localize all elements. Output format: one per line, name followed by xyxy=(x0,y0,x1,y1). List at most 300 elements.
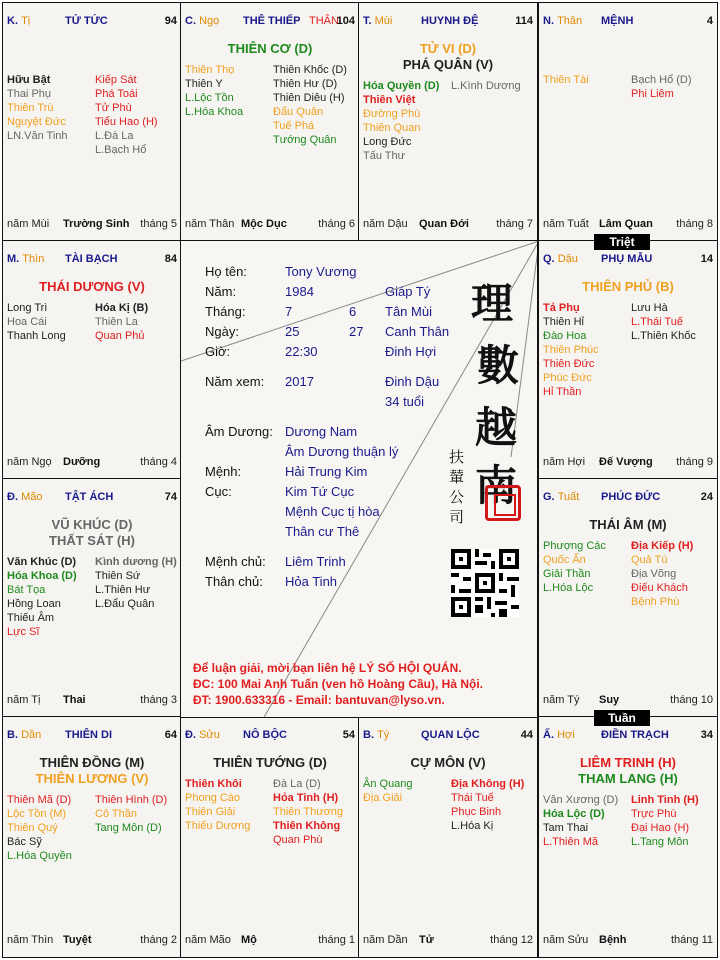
star-item: Thiên Quý xyxy=(7,822,58,834)
star-item: Hữu Bật xyxy=(7,74,51,86)
star-item: LN.Văn Tinh xyxy=(7,130,68,142)
star-item: Thiên Sứ xyxy=(95,570,141,582)
major-star: THIÊN LƯƠNG (V) xyxy=(35,771,149,786)
palace-position xyxy=(543,253,578,265)
star-item: Cô Thần xyxy=(95,808,137,820)
value-ngay: 25 xyxy=(285,324,300,339)
value-nam-xem-can: Đinh Dậu xyxy=(385,374,440,389)
palace-life-stage: Trường Sinh xyxy=(63,218,130,230)
star-item: Giải Thần xyxy=(543,568,591,580)
palace-year: năm Tuất xyxy=(543,218,589,230)
palace-footer xyxy=(7,456,177,470)
palace-prefix: T. xyxy=(363,15,372,27)
star-item: Kình dương (H) xyxy=(95,556,177,568)
value-ngay-am: 27 xyxy=(349,324,364,339)
small-calli-2: 輦 xyxy=(449,468,465,486)
palace-position xyxy=(363,729,389,741)
star-item: Địa Không (H) xyxy=(451,778,525,790)
star-column xyxy=(7,301,66,343)
palace-footer xyxy=(543,218,713,232)
palace-prefix: Ấ. xyxy=(543,729,554,741)
palace-thin xyxy=(2,240,182,480)
star-item: Quan Phù xyxy=(273,834,323,846)
palace-footer xyxy=(543,934,713,948)
star-item: Bạch Hổ (D) xyxy=(631,74,692,86)
major-star: THIÊN TƯỚNG (D) xyxy=(213,755,327,770)
palace-number: 104 xyxy=(336,15,355,27)
palace-prefix: Đ. xyxy=(185,729,196,741)
star-item: L.Tang Môn xyxy=(631,836,689,848)
palace-month: tháng 12 xyxy=(490,934,533,946)
value-am-duong-2: Âm Dương thuận lý xyxy=(285,444,399,459)
palace-prefix: Đ. xyxy=(7,491,18,503)
label-than-chu: Thân chủ: xyxy=(205,574,263,589)
star-item: Văn Khúc (D) xyxy=(7,556,77,568)
value-thang: 7 xyxy=(285,304,293,319)
major-star: THIÊN ĐỒNG (M) xyxy=(39,755,145,770)
palace-position xyxy=(363,15,392,27)
star-item: Thiên Việt xyxy=(363,94,416,106)
star-column xyxy=(543,793,618,849)
star-item: Thiên Hỉ xyxy=(543,316,584,328)
star-item: L.Đà La xyxy=(95,130,134,142)
major-star: VŨ KHÚC (D) xyxy=(51,517,133,532)
palace-prefix: C. xyxy=(185,15,196,27)
palace-name: THÊ THIẾP xyxy=(243,15,301,27)
palace-position xyxy=(543,15,582,27)
star-item: Hỏa Tinh (H) xyxy=(273,792,339,804)
value-ngay-can: Canh Thân xyxy=(385,324,450,339)
palace-branch: Thìn xyxy=(22,253,45,265)
star-item: Thiên Hình (D) xyxy=(95,794,168,806)
palace-year: năm Tý xyxy=(543,694,580,706)
value-gio: 22:30 xyxy=(285,344,318,359)
small-calli-4: 司 xyxy=(449,508,465,526)
star-item: Thiên Hư (D) xyxy=(273,78,338,90)
star-item: Đẩu Quân xyxy=(273,106,324,118)
palace-life-stage: Tử xyxy=(419,934,434,946)
red-seal-icon xyxy=(485,485,521,521)
palace-name: HUYNH ĐỆ xyxy=(421,15,479,27)
major-star: THAM LANG (H) xyxy=(578,771,678,786)
star-item: Lộc Tồn (M) xyxy=(7,808,67,820)
palace-month: tháng 8 xyxy=(676,218,713,230)
star-item: Thiếu Âm xyxy=(7,612,55,624)
calligraphy-char-1: 理 xyxy=(471,279,514,328)
palace-prefix: K. xyxy=(7,15,18,27)
palace-name: PHÚC ĐỨC xyxy=(601,491,661,503)
star-item: Thiên Tài xyxy=(543,74,589,86)
palace-position xyxy=(7,491,42,503)
value-nam-xem: 2017 xyxy=(285,374,314,389)
palace-branch: Dần xyxy=(21,729,42,741)
label-nam: Năm: xyxy=(205,284,237,299)
star-item: Phục Binh xyxy=(451,806,502,818)
palace-life-stage: Quan Đới xyxy=(419,218,469,230)
palace-branch: Tị xyxy=(21,15,31,27)
value-thang-am: 6 xyxy=(349,304,357,319)
palace-prefix: G. xyxy=(543,491,555,503)
palace-position xyxy=(7,729,41,741)
star-item: L.Kình Dương xyxy=(451,80,521,92)
star-item: Thái Tuế xyxy=(451,792,494,804)
palace-prefix: N. xyxy=(543,15,554,27)
star-item: Thiên Phúc xyxy=(543,344,599,356)
star-item: Địa Kiếp (H) xyxy=(631,540,694,552)
value-menh-chu: Liêm Trinh xyxy=(285,554,346,569)
palace-header xyxy=(185,729,355,743)
star-item: Điếu Khách xyxy=(631,582,688,594)
palace-life-stage: Thai xyxy=(63,694,86,706)
palace-number: 74 xyxy=(164,491,177,503)
star-column xyxy=(185,63,243,119)
palace-header xyxy=(543,253,713,267)
star-item: L.Lộc Tồn xyxy=(185,92,234,104)
palace-header xyxy=(7,491,177,505)
star-item: Phúc Đức xyxy=(543,372,592,384)
contact-line-3: ĐT: 1900.633316 - Email: bantuvan@lyso.vn. xyxy=(193,693,445,707)
palace-year: năm Mão xyxy=(185,934,231,946)
palace-life-stage: Mộ xyxy=(241,934,257,946)
star-column xyxy=(631,301,696,343)
palace-number: 24 xyxy=(700,491,713,503)
center-info-panel xyxy=(180,240,538,718)
star-item: Thanh Long xyxy=(7,330,66,342)
star-item: Tướng Quân xyxy=(273,134,337,146)
star-item: Thiên La xyxy=(95,316,138,328)
star-column xyxy=(273,777,343,847)
palace-branch: Mùi xyxy=(374,15,393,27)
star-item: Thiên Khôi xyxy=(185,778,242,790)
palace-prefix: B. xyxy=(7,729,18,741)
star-item: Thiên Trù xyxy=(7,102,54,114)
star-item: Lưu Hà xyxy=(631,302,668,314)
star-item: Tiểu Hao (H) xyxy=(95,116,158,128)
star-item: L.Thiên Khốc xyxy=(631,330,696,342)
palace-life-stage: Bệnh xyxy=(599,934,627,946)
star-item: Quan Phủ xyxy=(95,330,145,342)
star-item: Thiên Thọ xyxy=(185,64,235,76)
star-item: Địa Võng xyxy=(631,568,677,580)
palace-footer xyxy=(7,694,177,708)
label-ngay: Ngày: xyxy=(205,324,239,339)
star-item: Hóa Lộc (D) xyxy=(543,808,605,820)
star-item: Quả Tú xyxy=(631,554,668,566)
major-star: LIÊM TRINH (H) xyxy=(579,755,677,770)
star-item: Bát Tọa xyxy=(7,584,46,596)
star-item: L.Hóa Khoa xyxy=(185,106,244,118)
star-item: Đào Hoa xyxy=(543,330,587,342)
star-item: Hoa Cái xyxy=(7,316,47,328)
star-item: Đại Hao (H) xyxy=(631,822,690,834)
palace-footer xyxy=(543,456,713,470)
palace-position xyxy=(185,15,219,27)
palace-year: năm Thân xyxy=(185,218,235,230)
palace-number: 44 xyxy=(520,729,533,741)
palace-life-stage: Tuyệt xyxy=(63,934,92,946)
star-item: Nguyệt Đức xyxy=(7,116,66,128)
palace-name: TÀI BẠCH xyxy=(65,253,118,265)
star-item: Phá Toái xyxy=(95,88,138,100)
star-column xyxy=(631,793,699,849)
palace-header xyxy=(7,729,177,743)
palace-dau xyxy=(538,240,718,480)
star-item: Trực Phù xyxy=(631,808,677,820)
palace-number: 114 xyxy=(515,15,533,27)
value-menh: Hải Trung Kim xyxy=(285,464,368,479)
palace-prefix: B. xyxy=(363,729,374,741)
palace-position xyxy=(7,15,30,27)
star-item: Bệnh Phù xyxy=(631,596,680,608)
palace-header xyxy=(7,15,177,29)
star-item: Phượng Các xyxy=(543,540,606,552)
palace-tuat xyxy=(538,478,718,718)
star-item: Đường Phù xyxy=(363,108,421,120)
star-item: Lực Sĩ xyxy=(7,626,40,638)
palace-branch: Hợi xyxy=(557,729,575,741)
palace-ti xyxy=(2,2,182,242)
star-column xyxy=(451,79,521,93)
palace-header xyxy=(185,15,355,29)
palace-footer xyxy=(185,218,355,232)
major-star: THÁI DƯƠNG (V) xyxy=(39,279,145,294)
palace-position xyxy=(543,491,579,503)
major-star: PHÁ QUÂN (V) xyxy=(402,57,494,72)
major-star: THẤT SÁT (H) xyxy=(49,533,135,548)
label-gio: Giờ: xyxy=(205,344,231,359)
contact-line-1: Để luận giải, mời bạn liên hệ LÝ SỐ HỘI QUÁN. xyxy=(193,661,462,675)
palace-header xyxy=(363,15,533,29)
star-item: Long Trì xyxy=(7,302,48,314)
palace-life-stage: Mộc Dục xyxy=(241,218,287,230)
star-item: Hỉ Thần xyxy=(543,386,582,398)
star-column xyxy=(363,777,413,805)
star-item: L.Thái Tuế xyxy=(631,316,683,328)
tag-triet: Triệt xyxy=(594,234,650,250)
palace-number: 84 xyxy=(164,253,177,265)
palace-number: 64 xyxy=(164,729,177,741)
star-item: Hóa Khoa (D) xyxy=(7,570,77,582)
star-column xyxy=(95,555,177,611)
label-thang: Tháng: xyxy=(205,304,246,319)
value-cuc-2: Mệnh Cục tị hòa xyxy=(285,504,380,519)
palace-year: năm Thìn xyxy=(7,934,54,946)
star-column xyxy=(543,73,589,87)
star-column xyxy=(273,63,347,147)
star-item: Linh Tinh (H) xyxy=(631,794,699,806)
star-item: Tuế Phá xyxy=(273,120,315,132)
star-column xyxy=(7,793,72,863)
palace-position xyxy=(7,253,44,265)
value-ho-ten: Tony Vương xyxy=(285,264,357,279)
palace-name: ĐIỀN TRẠCH xyxy=(601,729,669,741)
palace-month: tháng 4 xyxy=(140,456,177,468)
palace-ngo xyxy=(180,2,360,242)
palace-hoi xyxy=(538,716,718,958)
star-item: Thiên Quan xyxy=(363,122,421,134)
value-than-chu: Hỏa Tinh xyxy=(285,574,338,589)
star-item: Tam Thai xyxy=(543,822,589,834)
palace-branch: Ngọ xyxy=(199,15,220,27)
major-star: TỬ VI (D) xyxy=(419,41,477,56)
star-item: Quốc Ấn xyxy=(543,554,586,566)
star-item: L.Thiên Mã xyxy=(543,836,599,848)
star-item: Thiên Mã (D) xyxy=(7,794,72,806)
star-column xyxy=(363,79,439,163)
palace-branch: Tuất xyxy=(557,491,580,503)
palace-header xyxy=(543,491,713,505)
star-column xyxy=(95,793,167,835)
label-cuc: Cục: xyxy=(205,484,232,499)
star-column xyxy=(451,777,524,833)
palace-month: tháng 6 xyxy=(318,218,355,230)
palace-footer xyxy=(185,934,355,948)
palace-footer xyxy=(7,934,177,948)
palace-year: năm Mùi xyxy=(7,218,50,230)
palace-month: tháng 3 xyxy=(140,694,177,706)
star-column xyxy=(631,539,693,609)
label-ho-ten: Họ tên: xyxy=(205,264,247,279)
star-item: Kiếp Sát xyxy=(95,74,137,86)
palace-number: 34 xyxy=(700,729,713,741)
star-item: Thiên Diêu (H) xyxy=(273,92,345,104)
palace-year: năm Dậu xyxy=(363,218,408,230)
star-item: Thiên Thương xyxy=(273,806,344,818)
value-nam: 1984 xyxy=(285,284,314,299)
major-star: THÁI ÂM (M) xyxy=(589,517,667,532)
star-item: Thiên Khốc (D) xyxy=(273,64,347,76)
palace-name: QUAN LỘC xyxy=(421,729,480,741)
palace-branch: Tý xyxy=(377,729,390,741)
star-column xyxy=(543,539,606,595)
value-cuc-3: Thân cư Thê xyxy=(285,524,360,539)
star-item: Ân Quang xyxy=(363,778,413,790)
tag-tuan: Tuần xyxy=(594,710,650,726)
palace-header xyxy=(7,253,177,267)
label-am-duong: Âm Dương: xyxy=(205,424,273,439)
star-item: Thiếu Dương xyxy=(185,820,251,832)
value-nam-can: Giáp Tý xyxy=(385,284,431,299)
value-cuc: Kim Tứ Cục xyxy=(285,484,355,499)
palace-month: tháng 9 xyxy=(676,456,713,468)
value-thang-can: Tân Mùi xyxy=(385,304,432,319)
palace-name: NÔ BỘC xyxy=(243,729,287,741)
star-item: Hóa Quyền (D) xyxy=(363,80,440,92)
palace-number: 14 xyxy=(700,253,713,265)
palace-name: TẬT ÁCH xyxy=(65,491,114,503)
palace-than-marker: THÂN xyxy=(309,15,339,27)
major-star: THIÊN PHỦ (B) xyxy=(582,279,674,294)
palace-prefix: Q. xyxy=(543,253,555,265)
palace-branch: Sửu xyxy=(199,729,220,741)
star-item: Văn Xương (D) xyxy=(543,794,619,806)
star-item: Phong Cáo xyxy=(185,792,241,804)
value-am-duong: Dương Nam xyxy=(285,424,358,439)
palace-life-stage: Đế Vượng xyxy=(599,456,653,468)
label-nam-xem: Năm xem: xyxy=(205,374,265,389)
star-item: L.Bạch Hổ xyxy=(95,144,147,156)
palace-than xyxy=(538,2,718,242)
palace-branch: Dậu xyxy=(557,253,578,265)
palace-month: tháng 11 xyxy=(670,934,713,946)
star-item: Hóa Kị (B) xyxy=(95,302,149,314)
row-cuc-3 xyxy=(205,523,525,541)
palace-number: 54 xyxy=(342,729,355,741)
star-item: Tả Phụ xyxy=(543,302,580,314)
star-column xyxy=(631,73,692,101)
palace-header xyxy=(543,729,713,743)
small-calligraphy-column xyxy=(449,447,467,527)
calligraphy-char-4: 南 xyxy=(475,461,518,510)
palace-suu xyxy=(180,716,360,958)
palace-month: tháng 5 xyxy=(140,218,177,230)
palace-mui xyxy=(358,2,538,242)
star-item: L.Đẩu Quân xyxy=(95,598,155,610)
palace-life-stage: Suy xyxy=(599,694,620,706)
calligraphy-char-2: 數 xyxy=(477,341,520,390)
value-tuoi: 34 tuổi xyxy=(385,394,425,409)
palace-branch: Mão xyxy=(21,491,43,503)
palace-position xyxy=(185,729,220,741)
major-star: THIÊN CƠ (D) xyxy=(227,41,313,56)
star-item: Đà La (D) xyxy=(273,778,321,790)
star-column xyxy=(185,777,250,833)
palace-header xyxy=(363,729,533,743)
palace-name: THIÊN DI xyxy=(65,729,113,741)
palace-ty xyxy=(358,716,538,958)
palace-footer xyxy=(7,218,177,232)
palace-prefix: M. xyxy=(7,253,20,265)
small-calli-1: 扶 xyxy=(449,448,465,466)
palace-life-stage: Dưỡng xyxy=(63,456,101,468)
palace-position xyxy=(543,729,575,741)
star-column xyxy=(95,301,148,343)
star-column xyxy=(95,73,158,157)
palace-year: năm Ngọ xyxy=(7,456,52,468)
star-column xyxy=(7,73,68,143)
small-calli-3: 公 xyxy=(449,488,465,506)
calligraphy-char-3: 越 xyxy=(475,403,518,452)
label-menh-chu: Mệnh chủ: xyxy=(205,554,266,569)
palace-year: năm Sửu xyxy=(543,934,589,946)
palace-year: năm Tị xyxy=(7,694,41,706)
palace-month: tháng 7 xyxy=(496,218,533,230)
palace-branch: Thân xyxy=(557,15,583,27)
star-item: Phi Liêm xyxy=(631,88,674,100)
value-gio-can: Đinh Hợi xyxy=(385,344,437,359)
palace-month: tháng 10 xyxy=(670,694,713,706)
star-item: Thiên Giải xyxy=(185,806,236,818)
palace-header xyxy=(543,15,713,29)
star-item: Bác Sỹ xyxy=(7,836,42,848)
palace-name: TỬ TỨC xyxy=(65,15,108,27)
star-item: Thiên Đức xyxy=(543,358,595,370)
palace-mao xyxy=(2,478,182,718)
label-menh: Mệnh: xyxy=(205,464,242,479)
palace-month: tháng 1 xyxy=(318,934,355,946)
palace-number: 4 xyxy=(706,15,713,27)
qr-code-icon xyxy=(451,549,519,617)
palace-year: năm Dần xyxy=(363,934,408,946)
star-item: Tấu Thư xyxy=(363,150,406,162)
palace-year: năm Hợi xyxy=(543,456,586,468)
star-item: Tang Môn (D) xyxy=(95,822,162,834)
palace-footer xyxy=(363,218,533,232)
star-item: Thiên Y xyxy=(185,78,223,90)
star-item: Thai Phụ xyxy=(7,88,52,100)
star-item: Địa Giải xyxy=(363,792,403,804)
star-item: Hồng Loan xyxy=(7,598,61,610)
